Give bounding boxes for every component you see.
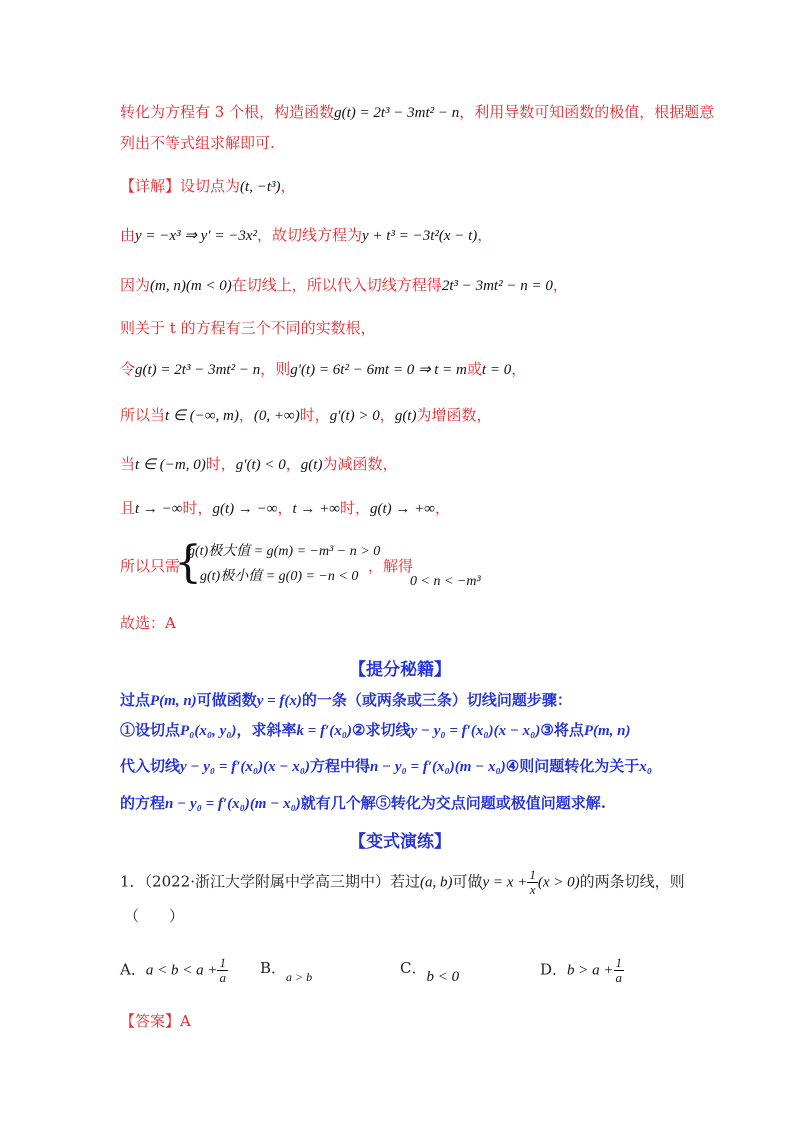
option-d-math: b > a + xyxy=(567,962,614,979)
detail-text: 时， xyxy=(340,499,371,517)
derivative-formula: y = −x³ ⇒ y′ = −3x² xyxy=(135,228,257,244)
practice-heading: 【变式演练】 xyxy=(349,832,451,852)
question-1 xyxy=(120,868,685,897)
option-label: D． xyxy=(540,960,568,979)
detail-tag: 【详解】 xyxy=(120,177,181,195)
intro-line-2: 列出不等式组求解即可. xyxy=(120,134,275,152)
option-c[interactable] xyxy=(400,958,460,985)
tangent-formula: y − y₀ = f′(x₀)(x − x₀) xyxy=(180,759,310,775)
point-ab: (a, b) xyxy=(420,874,453,891)
slope-formula: k = f′(x₀) xyxy=(296,723,353,739)
secrets-text: ③将点 xyxy=(540,721,584,739)
intro-text: 转化为方程有 3 个根，构造函数 xyxy=(120,103,335,121)
secrets-text: 的方程 xyxy=(120,794,166,812)
equation-in-x0: n − y₀ = f′(x₀)(m − x₀) xyxy=(165,796,301,812)
secrets-line-2 xyxy=(120,720,631,741)
g-of-t: g(t) xyxy=(300,457,323,473)
solution: 0 < n < −m³ xyxy=(410,574,481,589)
point-p0: P₀(x₀, y₀) xyxy=(180,723,237,739)
fraction-numerator: 1 xyxy=(529,867,536,882)
system-line-1: g(t)极大值 = g(m) = −m³ − n > 0 xyxy=(188,544,381,559)
secrets-text: 就有几个解⑤转化为交点问题或极值问题求解. xyxy=(300,794,607,812)
fraction-numerator: 1 xyxy=(615,955,623,970)
option-label: B． xyxy=(260,959,287,977)
detail-line-9-label: 所以只需 xyxy=(120,557,181,575)
option-d[interactable] xyxy=(540,956,624,985)
fraction-numerator: 1 xyxy=(219,955,226,970)
tangent-equation: y + t³ = −3t²(x − t) xyxy=(362,228,478,244)
option-label: C． xyxy=(400,959,427,977)
question-source: （2022·浙江大学附属中学高三期中）若过 xyxy=(144,872,420,891)
detail-text: 为减函数， xyxy=(322,455,398,473)
detail-text: ， xyxy=(280,177,296,195)
option-a[interactable] xyxy=(120,956,228,985)
interval-1: t ∈ (−∞, m) xyxy=(165,408,239,424)
detail-text: ， xyxy=(379,406,395,424)
question-text: 可做 xyxy=(452,872,483,891)
question-number: 1． xyxy=(120,872,145,891)
limit-neg: t → −∞ xyxy=(135,501,183,517)
limit-pos: t → +∞ xyxy=(292,501,340,517)
fraction-denominator: a xyxy=(219,970,226,985)
detail-text: ，故切线方程为 xyxy=(256,226,362,244)
cubic-equation: 2t³ − 3mt² − n = 0 xyxy=(441,278,553,294)
curve-function: y = x + xyxy=(482,874,528,891)
system-line-2: g(t)极小值 = g(0) = −n < 0 xyxy=(200,569,359,584)
detail-text: 且 xyxy=(120,499,136,517)
secrets-text: ④则问题转化为关于 xyxy=(505,757,640,775)
detail-text: ， xyxy=(477,226,493,244)
secrets-text: 的一条（或两条或三条）切线问题步骤： xyxy=(301,691,572,709)
interval-3: t ∈ (−m, 0) xyxy=(135,457,206,473)
secrets-line-3 xyxy=(120,756,652,777)
fraction-1-over-a xyxy=(217,956,228,985)
construct-function: g(t) = 2t³ − 3mt² − n xyxy=(334,105,460,121)
option-b[interactable] xyxy=(260,958,313,984)
point-condition: (m, n)(m < 0) xyxy=(150,278,232,294)
detail-text: 当 xyxy=(120,455,136,473)
secrets-text: ①设切点 xyxy=(120,721,181,739)
answer-paren: （ ） xyxy=(124,907,185,925)
substituted-formula: n − y₀ = f′(x₀)(m − x₀) xyxy=(369,759,506,775)
detail-text: 或 xyxy=(466,360,482,378)
g-of-t: g(t) xyxy=(394,408,417,424)
detail-line-5 xyxy=(120,359,526,380)
secrets-text: 代入切线 xyxy=(120,757,181,775)
secrets-text: 方程中得 xyxy=(309,757,370,775)
detail-text: ， xyxy=(435,499,451,517)
detail-text: 在切线上，所以代入切线方程得 xyxy=(231,276,442,294)
point-p: P(m, n) xyxy=(583,723,631,739)
system-brace: { xyxy=(174,537,202,588)
tangent-point: (t, −t³) xyxy=(240,179,281,195)
detail-text: 时， xyxy=(299,406,330,424)
detail-text: 为增函数， xyxy=(416,406,492,424)
option-label: A． xyxy=(120,960,146,979)
g-definition: g(t) = 2t³ − 3mt² − n xyxy=(135,362,261,378)
detail-text: ， xyxy=(552,276,568,294)
detail-line-8 xyxy=(120,498,450,519)
detail-text: 时， xyxy=(182,499,213,517)
interval-2: (0, +∞) xyxy=(253,408,300,424)
derivative-positive: g′(t) > 0 xyxy=(329,408,380,424)
secrets-text: 可做函数 xyxy=(196,691,257,709)
detail-line-2 xyxy=(120,225,492,246)
fraction-1-over-x xyxy=(527,868,538,897)
detail-line-1 xyxy=(120,176,296,197)
detail-text: ， xyxy=(285,455,301,473)
option-b-math: a > b xyxy=(286,970,313,984)
tangent-formula: y − y₀ = f′(x₀)(x − x₀) xyxy=(410,723,541,739)
detail-text: 设切点为 xyxy=(180,177,241,195)
secrets-line-4 xyxy=(120,793,606,814)
intro-line-1 xyxy=(120,102,714,123)
detail-text: 所以当 xyxy=(120,406,166,424)
g-limit-neg: g(t) → −∞ xyxy=(212,501,278,517)
detail-text: 时， xyxy=(205,455,236,473)
detail-text: 因为 xyxy=(120,276,151,294)
detail-text: ，则 xyxy=(260,360,291,378)
fraction-denominator: x xyxy=(529,882,536,897)
secrets-text: 过点 xyxy=(120,691,151,709)
secrets-line-1 xyxy=(120,690,572,711)
secrets-text: ②求切线 xyxy=(352,721,411,739)
detail-line-6 xyxy=(120,405,492,426)
solve-label: ，解得 xyxy=(368,557,414,575)
function-f: y = f(x) xyxy=(256,693,302,709)
fraction-denominator: a xyxy=(615,970,623,985)
root-zero: t = 0 xyxy=(481,362,512,378)
detail-text: ， xyxy=(238,406,254,424)
detail-line-4: 则关于 t 的方程有三个不同的实数根， xyxy=(120,319,376,337)
detail-line-3 xyxy=(120,275,568,296)
option-c-math: b < 0 xyxy=(426,969,460,985)
detail-text: ， xyxy=(511,360,527,378)
answer-line: 【答案】A xyxy=(120,1012,191,1030)
variable-x0: x₀ xyxy=(639,759,652,775)
derivative-negative: g′(t) < 0 xyxy=(235,457,286,473)
question-text: 的两条切线，则 xyxy=(579,872,685,891)
option-a-math: a < b < a + xyxy=(145,962,218,979)
g-derivative: g′(t) = 6t² − 6mt = 0 ⇒ t = m xyxy=(290,362,467,378)
secrets-text: ，求斜率 xyxy=(236,721,297,739)
detail-line-10: 故选：A xyxy=(120,614,176,632)
detail-text: 由 xyxy=(120,226,136,244)
g-limit-pos: g(t) → +∞ xyxy=(370,501,435,517)
domain-condition: (x > 0) xyxy=(537,874,580,891)
detail-text: 令 xyxy=(120,360,136,378)
fraction-1-over-a xyxy=(614,956,625,985)
intro-text: ，利用导数可知函数的极值，根据题意 xyxy=(459,103,715,121)
detail-text: ， xyxy=(277,499,293,517)
point-p: P(m, n) xyxy=(150,693,197,709)
detail-line-7 xyxy=(120,454,397,475)
secrets-heading: 【提分秘籍】 xyxy=(349,660,451,680)
